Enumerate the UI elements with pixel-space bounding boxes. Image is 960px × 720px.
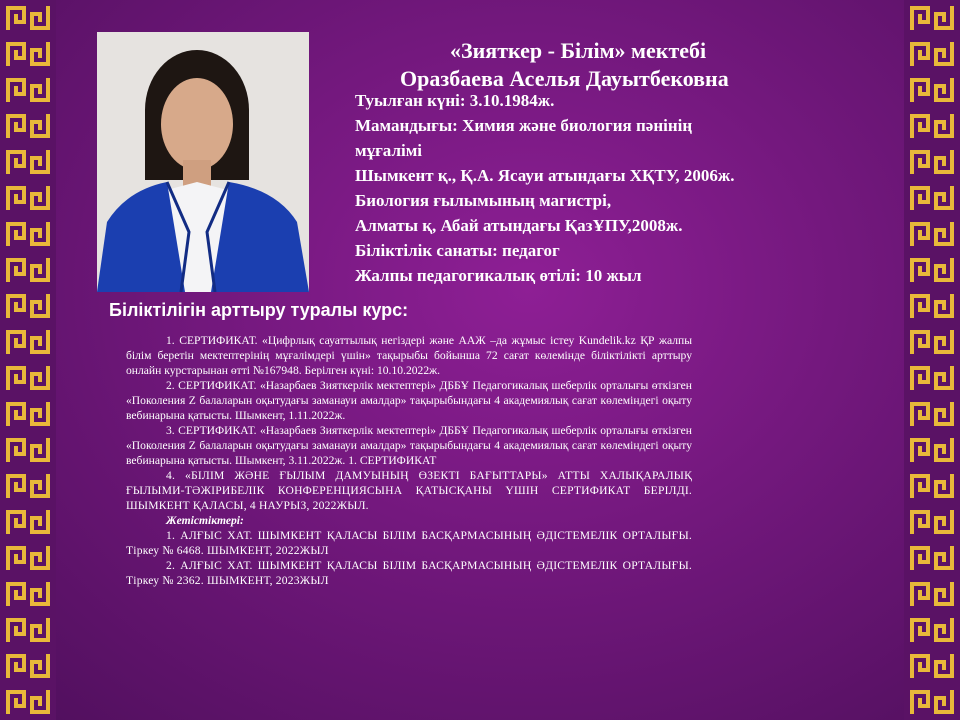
course-item: 3. СЕРТИФИКАТ. «Назарбаев Зияткерлік мектептері» ДББҰ Педагогикалық шеберлік орталығы өткізген «Поколения Z балаларын оқытудағы заманауи амалдар» тақырыбындағы 4 академиялық сағат көлеміндегі оқыту вебинарына қатысты. Шымкент, 3.11.2022ж. 1. СЕРТИФИКАТ xyxy=(126,424,692,467)
course-item: 2. СЕРТИФИКАТ. «Назарбаев Зияткерлік мектептері» ДББҰ Педагогикалық шеберлік орталығы өткізген «Поколения Z балаларын оқытудағы заманауи амалдар» тақырыбындағы 4 академиялық сағат көлеміндегі оқыту вебинарына қатысты. Шымкент, 1.11.2022ж. xyxy=(126,379,692,422)
info-line-university-2: Алматы қ, Абай атындағы ҚазҰПУ,2008ж. xyxy=(355,216,683,235)
person-name: Оразбаева Аселья Дауытбековна xyxy=(400,66,729,91)
courses-list xyxy=(126,333,692,588)
ornament-pattern-right xyxy=(904,0,960,720)
school-title: «Зияткер - Білім» мектебі xyxy=(450,38,707,63)
info-line-birthdate: Туылған күні: 3.10.1984ж. xyxy=(355,91,555,110)
info-line-experience: Жалпы педагогикалық өтілі: 10 жыл xyxy=(355,266,642,285)
courses-heading: Біліктілігін арттыру туралы курс: xyxy=(109,300,409,320)
info-line-category: Біліктілік санаты: педагог xyxy=(355,241,560,260)
course-item: 1. СЕРТИФИКАТ. «Цифрлық сауаттылық негіздері және ААЖ –да жұмыс істеу Kundelik.kz ҚР жалпы білім беретін мектептерінің мұғалімдері үшін» тақырыбы бойынша 72 сағат көлемінде біліктілікті арттыру онлайн курстарынан өтті №167948. Берілген күні: 10.10.2022ж. xyxy=(126,334,692,377)
info-line-specialty-cont: мұғалімі xyxy=(355,141,423,160)
course-item: 4. «БІЛІМ ЖӘНЕ ҒЫЛЫМ ДАМУЫНЫҢ ӨЗЕКТІ БАҒЫТТАРЫ» АТТЫ ХАЛЫҚАРАЛЫҚ ҒЫЛЫМИ-ТӘЖІРИБЕЛІК КОНФЕРЕНЦИЯСЫНА ҚАТЫСҚАНЫ ҮШІН СЕРТИФИКАТ БЕРІЛДІ. ШЫМКЕНТ ҚАЛАСЫ, 4 НАУРЫЗ, 2022ЖЫЛ. xyxy=(126,469,692,512)
info-list xyxy=(355,88,855,288)
info-line-university-1: Шымкент қ., Қ.А. Ясауи атындағы ХҚТУ, 2006ж. xyxy=(355,166,735,185)
achievements-heading: Жетістіктері: xyxy=(166,514,244,527)
achievement-item: 2. АЛҒЫС ХАТ. ШЫМКЕНТ ҚАЛАСЫ БІЛІМ БАСҚАРМАСЫНЫҢ ӘДІСТЕМЕЛІК ОРТАЛЫҒЫ. Тіркеу № 2362. ШЫМКЕНТ, 2023ЖЫЛ xyxy=(126,559,692,587)
right-ornament-border xyxy=(904,0,960,720)
left-ornament-border xyxy=(0,0,56,720)
ornament-pattern-left xyxy=(0,0,56,720)
info-line-degree: Биология ғылымының магистрі, xyxy=(355,191,612,210)
achievement-item: 1. АЛҒЫС ХАТ. ШЫМКЕНТ ҚАЛАСЫ БІЛІМ БАСҚАРМАСЫНЫҢ ӘДІСТЕМЕЛІК ОРТАЛЫҒЫ. Тіркеу № 6468. ШЫМКЕНТ, 2022ЖЫЛ xyxy=(126,529,692,557)
info-line-specialty: Мамандығы: Химия және биология пәнінің xyxy=(355,116,693,135)
portrait-photo xyxy=(97,32,309,292)
